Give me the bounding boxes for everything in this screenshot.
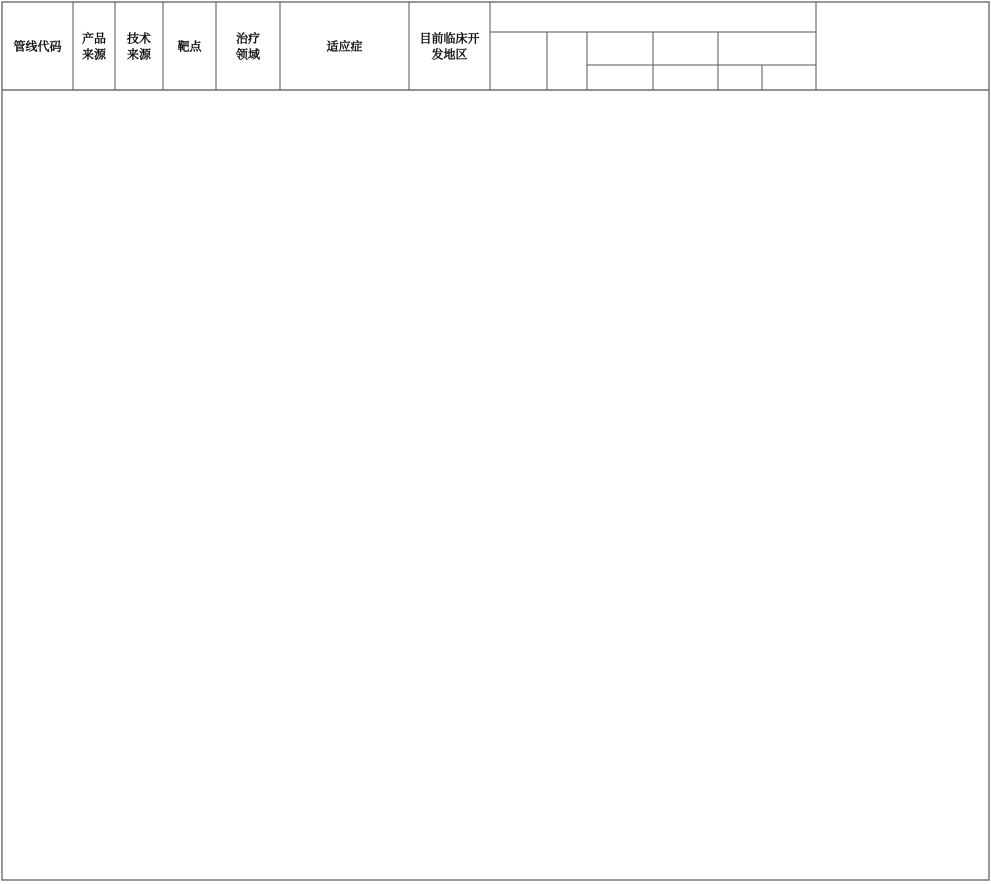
table-text <box>13 30 479 61</box>
table-grid <box>2 2 989 880</box>
header-indication: 适应症 <box>326 39 363 54</box>
table-frame <box>2 2 989 880</box>
header-code: 管线代码 <box>13 39 62 54</box>
header-source: 产品来源 <box>81 31 107 62</box>
header-area: 治疗领域 <box>235 31 261 62</box>
header-tech: 技术来源 <box>126 31 152 62</box>
header-region: 目前临床开发地区 <box>419 31 480 62</box>
header-target: 靶点 <box>177 39 202 54</box>
